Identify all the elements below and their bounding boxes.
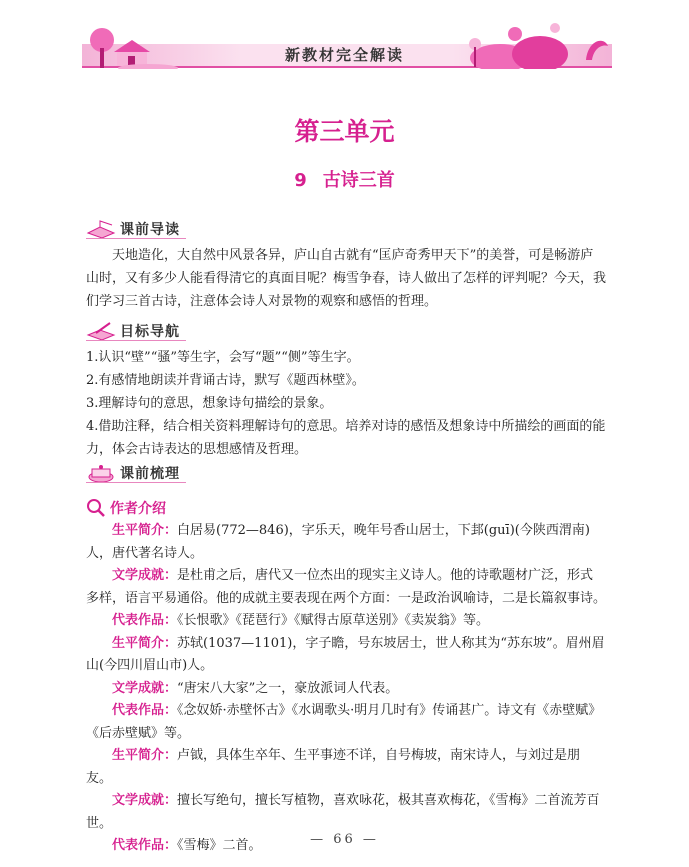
entry-text: “唐宋八大家”之一，豪放派词人代表。 bbox=[177, 680, 399, 696]
entry-text: 《念奴娇·赤壁怀古》《水调歌头·明月几时有》传诵甚广。诗文有《赤壁赋》《后赤壁赋》等。 bbox=[86, 703, 602, 741]
goal-item: 2.有感情地朗读并背诵古诗，默写《题西林壁》。 bbox=[86, 373, 365, 388]
entry-key: 代表作品： bbox=[112, 613, 178, 628]
lesson-title bbox=[0, 166, 689, 192]
review-label: 课前梳理 bbox=[120, 466, 180, 482]
entry-text: 卢钺，具体生卒年、生平事迹不详，自号梅坡，南宋诗人，与刘过是朋友。 bbox=[86, 748, 581, 786]
goals-section-head bbox=[86, 320, 180, 342]
page-number: — 66 — bbox=[310, 832, 379, 847]
author-entry bbox=[86, 633, 606, 678]
goal-item: 1.认识“壁”“骚”等生字，会写“题”“侧”等生字。 bbox=[86, 350, 360, 365]
section-underline bbox=[86, 482, 186, 483]
author-entry bbox=[86, 610, 606, 633]
entry-key: 生平简介： bbox=[112, 523, 178, 538]
author-entry bbox=[86, 565, 606, 610]
author-entry bbox=[86, 745, 606, 790]
magnifier-icon bbox=[86, 498, 106, 518]
entry-key: 生平简介： bbox=[112, 748, 178, 763]
entry-key: 代表作品： bbox=[112, 838, 178, 853]
page-header bbox=[0, 0, 689, 82]
entry-text: 擅长写绝句，擅长写植物，喜欢咏花，极其喜欢梅花，《雪梅》二首流芳百世。 bbox=[86, 793, 600, 831]
entry-text: 苏轼(1037—1101)，字子瞻，号东坡居士，世人称其为“苏东坡”。眉州眉山(今四川眉山市)人。 bbox=[86, 635, 605, 673]
entry-text: 是杜甫之后，唐代又一位杰出的现实主义诗人。他的诗歌题材广泛，形式多样，语言平易通俗。他的成就主要表现在两个方面：一是政治讽喻诗，二是长篇叙事诗。 bbox=[86, 568, 607, 606]
cake-icon bbox=[86, 463, 116, 483]
authors-head bbox=[86, 498, 166, 518]
goals-label: 目标导航 bbox=[120, 324, 180, 340]
intro-label: 课前导读 bbox=[120, 222, 180, 238]
entry-text: 《长恨歌》《琵琶行》《赋得古原草送别》《卖炭翁》等。 bbox=[177, 613, 490, 628]
goals-list bbox=[86, 346, 606, 461]
entry-key: 文学成就： bbox=[112, 568, 178, 583]
book-icon bbox=[86, 219, 116, 239]
lesson-name: 古诗三首 bbox=[322, 170, 395, 191]
author-entry bbox=[86, 678, 606, 701]
review-section-head bbox=[86, 462, 180, 484]
entry-key: 文学成就： bbox=[112, 793, 178, 808]
entry-text: 《雪梅》二首。 bbox=[177, 838, 262, 853]
header-title: 新教材完全解读 bbox=[284, 46, 404, 64]
goal-item: 4.借助注释，结合相关资料理解诗句的意思。培养对诗的感悟及想象诗中所描绘的画面的能力，体会古诗表达的思想感情及哲理。 bbox=[86, 419, 606, 457]
unit-title: 第三单元 bbox=[294, 117, 395, 146]
section-underline bbox=[86, 238, 186, 239]
entry-text: 白居易(772—846)，字乐天，晚年号香山居士，下邽(guī)(今陕西渭南)人，唐代著名诗人。 bbox=[86, 523, 590, 561]
section-underline bbox=[86, 340, 186, 341]
author-entry bbox=[86, 700, 606, 745]
entry-key: 文学成就： bbox=[112, 680, 178, 696]
authors-label: 作者介绍 bbox=[110, 501, 166, 517]
author-entry bbox=[86, 520, 606, 565]
author-entries bbox=[86, 520, 606, 858]
intro-section-head bbox=[86, 218, 180, 240]
author-entry bbox=[86, 790, 606, 835]
goal-item: 3.理解诗句的意思，想象诗句描绘的景象。 bbox=[86, 396, 333, 411]
intro-text: 天地造化，大自然中风景各异，庐山自古就有“匡庐奇秀甲天下”的美誉，可是畅游庐山时，又有多少人能看得清它的真面目呢？梅雪争春，诗人做出了怎样的评判呢？今天，我们学习三首古诗，注意体会诗人对景物的观察和感悟的哲理。 bbox=[86, 248, 607, 309]
entry-key: 代表作品： bbox=[112, 703, 178, 718]
entry-key: 生平简介： bbox=[112, 635, 178, 651]
lesson-number: 9 bbox=[294, 170, 307, 191]
pen-book-icon bbox=[86, 321, 116, 341]
